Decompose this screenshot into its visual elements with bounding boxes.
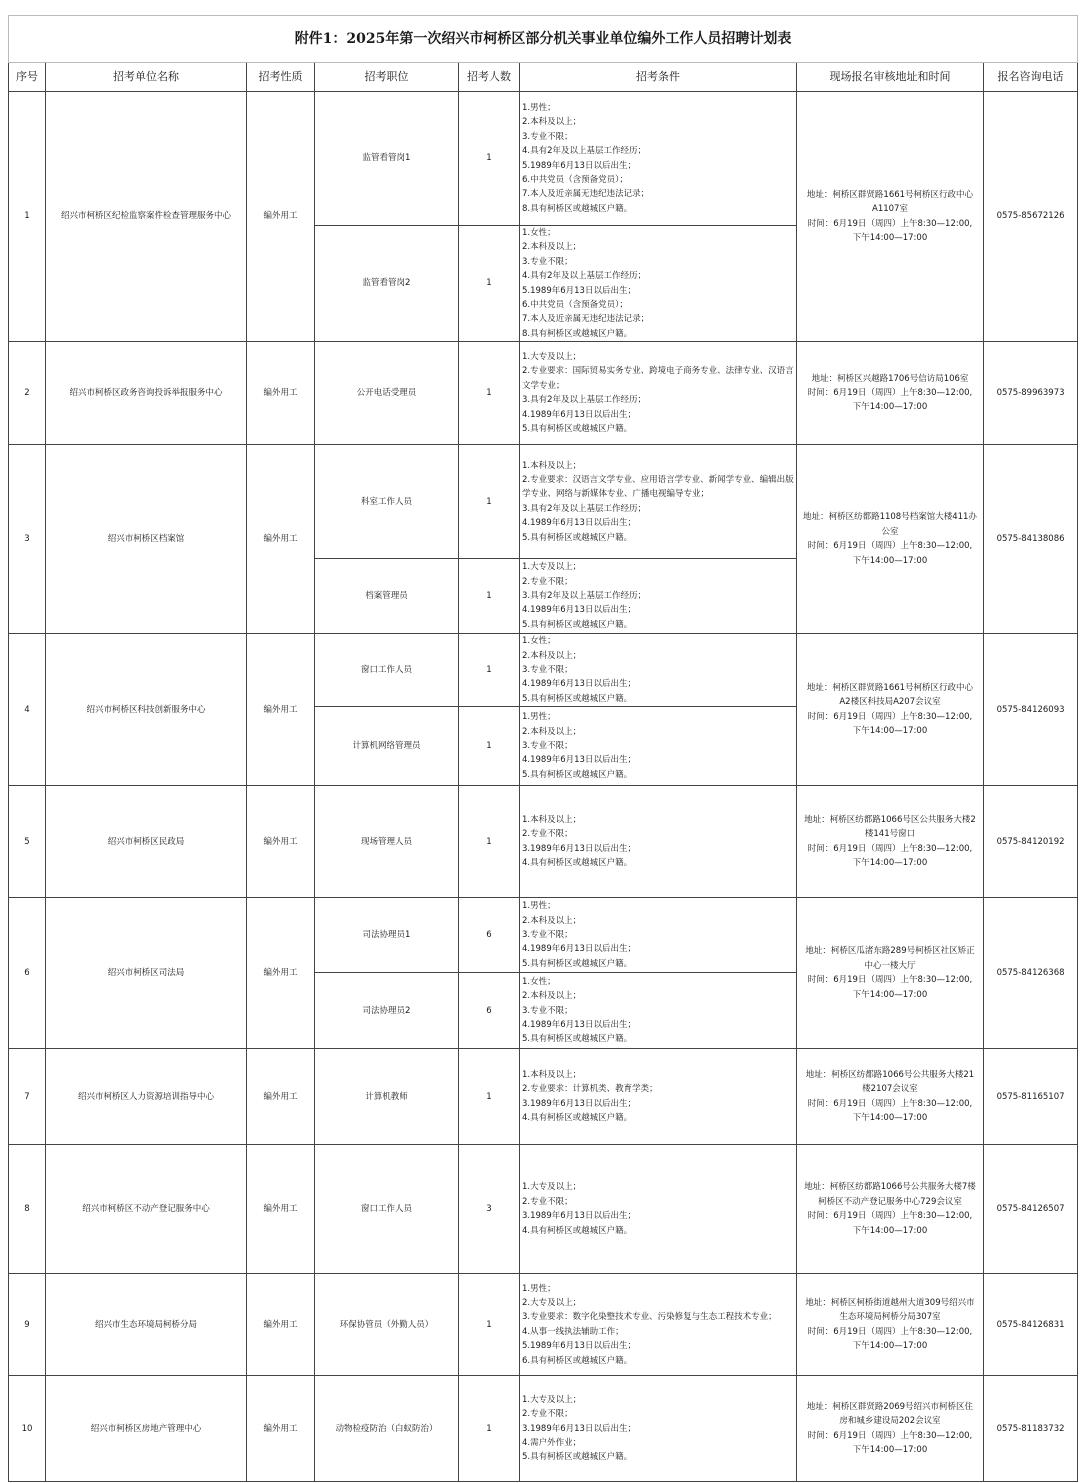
position-conditions: 1.女性； 2.本科及以上； 3.专业不限； 4.1989年6月13日以后出生； 5.具有柯桥区或越城区户籍。	[520, 973, 797, 1049]
col-header-nature: 招考性质	[247, 63, 315, 92]
position-title: 计算机网络管理员	[315, 707, 459, 786]
header-row	[9, 63, 1078, 92]
col-header-position: 招考职位	[315, 63, 459, 92]
contact-phone: 0575-84126831	[984, 1274, 1078, 1376]
recruit-nature: 编外用工	[247, 92, 315, 342]
registration-address-time: 地址：柯桥区柯桥街道越州大道309号绍兴市 生态环境局柯桥分局307室 时间：6月19日（周四）上午8:30—12:00, 下午14:00—17:00	[797, 1274, 984, 1376]
position-count: 1	[459, 342, 520, 445]
position-conditions: 1.男性； 2.本科及以上； 3.专业不限； 4.1989年6月13日以后出生； 5.具有柯桥区或越城区户籍。	[520, 707, 797, 786]
contact-phone: 0575-85672126	[984, 92, 1078, 342]
table-row	[9, 898, 1078, 973]
position-conditions: 1.男性； 2.本科及以上； 3.专业不限； 4.具有2年及以上基层工作经历； 5.1989年6月13日以后出生； 6.中共党员（含预备党员）； 7.本人及近亲属无违纪违法记录； 8.具有柯桥区或越城区户籍。	[520, 92, 797, 226]
table-row	[9, 1145, 1078, 1274]
position-conditions: 1.本科及以上； 2.专业要求：计算机类、教育学类； 3.1989年6月13日以后出生； 4.具有柯桥区或越城区户籍。	[520, 1049, 797, 1145]
table-body	[9, 92, 1078, 1482]
unit-number: 10	[9, 1376, 46, 1482]
table-row	[9, 1376, 1078, 1482]
contact-phone: 0575-89963973	[984, 342, 1078, 445]
contact-phone: 0575-84126368	[984, 898, 1078, 1049]
contact-phone: 0575-84126093	[984, 634, 1078, 786]
position-conditions: 1.本科及以上； 2.专业不限； 3.1989年6月13日以后出生； 4.具有柯桥区或越城区户籍。	[520, 786, 797, 898]
position-title: 监管看管岗1	[315, 92, 459, 226]
position-count: 1	[459, 92, 520, 226]
registration-address-time: 地址：柯桥区兴越路1706号信访局106室 时间：6月19日（周四）上午8:30—12:00, 下午14:00—17:00	[797, 342, 984, 445]
position-title: 司法协理员1	[315, 898, 459, 973]
page-title: 附件1：2025年第一次绍兴市柯桥区部分机关事业单位编外工作人员招聘计划表	[9, 16, 1078, 63]
recruit-nature: 编外用工	[247, 898, 315, 1049]
contact-phone: 0575-81165107	[984, 1049, 1078, 1145]
position-count: 1	[459, 1376, 520, 1482]
position-conditions: 1.女性； 2.本科及以上； 3.专业不限； 4.1989年6月13日以后出生； 5.具有柯桥区或越城区户籍。	[520, 634, 797, 707]
recruit-nature: 编外用工	[247, 1376, 315, 1482]
table-row	[9, 1274, 1078, 1376]
col-header-phone: 报名咨询电话	[984, 63, 1078, 92]
unit-number: 1	[9, 92, 46, 342]
recruit-nature: 编外用工	[247, 445, 315, 634]
position-title: 司法协理员2	[315, 973, 459, 1049]
contact-phone: 0575-84120192	[984, 786, 1078, 898]
position-conditions: 1.男性； 2.大专及以上； 3.专业要求：数字化染整技术专业、污染修复与生态工程技术专业； 4.从事一线执法辅助工作； 5.1989年6月13日以后出生； 6.具有柯桥区或越城区户籍。	[520, 1274, 797, 1376]
position-title: 科室工作人员	[315, 445, 459, 559]
position-conditions: 1.本科及以上； 2.专业要求：汉语言文学专业、应用语言学专业、新闻学专业、编辑出版学专业、网络与新媒体专业、广播电视编导专业； 3.具有2年及以上基层工作经历； 4.1989年6月13日以后出生； 5.具有柯桥区或越城区户籍。	[520, 445, 797, 559]
unit-number: 6	[9, 898, 46, 1049]
position-conditions: 1.大专及以上； 2.专业不限； 3.1989年6月13日以后出生； 4.具有柯桥区或越城区户籍。	[520, 1145, 797, 1274]
col-header-no: 序号	[9, 63, 46, 92]
unit-name: 绍兴市柯桥区人力资源培训指导中心	[46, 1049, 247, 1145]
unit-name: 绍兴市柯桥区民政局	[46, 786, 247, 898]
position-title: 监管看管岗2	[315, 226, 459, 342]
unit-number: 7	[9, 1049, 46, 1145]
position-title: 环保协管员（外勤人员）	[315, 1274, 459, 1376]
position-title: 动物检疫防治（白蚁防治）	[315, 1376, 459, 1482]
unit-name: 绍兴市柯桥区纪检监察案件检查管理服务中心	[46, 92, 247, 342]
position-conditions: 1.女性； 2.本科及以上； 3.专业不限； 4.具有2年及以上基层工作经历； 5.1989年6月13日以后出生； 6.中共党员（含预备党员）； 7.本人及近亲属无违纪违法记录； 8.具有柯桥区或越城区户籍。	[520, 226, 797, 342]
position-count: 1	[459, 786, 520, 898]
unit-name: 绍兴市柯桥区档案馆	[46, 445, 247, 634]
unit-number: 3	[9, 445, 46, 634]
position-title: 计算机教师	[315, 1049, 459, 1145]
registration-address-time: 地址：柯桥区群贤路2069号绍兴市柯桥区住 房和城乡建设局202会议室 时间：6月19日（周四）上午8:30—12:00, 下午14:00—17:00	[797, 1376, 984, 1482]
position-conditions: 1.男性； 2.本科及以上； 3.专业不限； 4.1989年6月13日以后出生； 5.具有柯桥区或越城区户籍。	[520, 898, 797, 973]
registration-address-time: 地址：柯桥区纺都路1066号区公共服务大楼2 楼141号窗口 时间：6月19日（周四）上午8:30—12:00, 下午14:00—17:00	[797, 786, 984, 898]
col-header-unit: 招考单位名称	[46, 63, 247, 92]
unit-name: 绍兴市柯桥区政务咨询投诉举报服务中心	[46, 342, 247, 445]
registration-address-time: 地址：柯桥区纺都路1066号公共服务大楼7楼 柯桥区不动产登记服务中心729会议室 时间：6月19日（周四）上午8:30—12:00, 下午14:00—17:00	[797, 1145, 984, 1274]
unit-name: 绍兴市生态环境局柯桥分局	[46, 1274, 247, 1376]
position-count: 3	[459, 1145, 520, 1274]
unit-number: 8	[9, 1145, 46, 1274]
unit-name: 绍兴市柯桥区不动产登记服务中心	[46, 1145, 247, 1274]
table-row	[9, 786, 1078, 898]
recruitment-table	[8, 15, 1078, 1482]
unit-number: 4	[9, 634, 46, 786]
position-count: 1	[459, 559, 520, 634]
registration-address-time: 地址：柯桥区群贤路1661号柯桥区行政中心 A2楼区科技局A207会议室 时间：6月19日（周四）上午8:30—12:00, 下午14:00—17:00	[797, 634, 984, 786]
table-row	[9, 445, 1078, 559]
contact-phone: 0575-81183732	[984, 1376, 1078, 1482]
unit-name: 绍兴市柯桥区司法局	[46, 898, 247, 1049]
table-row	[9, 92, 1078, 226]
unit-number: 5	[9, 786, 46, 898]
position-conditions: 1.大专及以上； 2.专业不限； 3.具有2年及以上基层工作经历； 4.1989年6月13日以后出生； 5.具有柯桥区或越城区户籍。	[520, 559, 797, 634]
position-count: 6	[459, 973, 520, 1049]
table-row	[9, 1049, 1078, 1145]
recruit-nature: 编外用工	[247, 634, 315, 786]
position-count: 1	[459, 1274, 520, 1376]
position-count: 1	[459, 226, 520, 342]
position-count: 6	[459, 898, 520, 973]
position-count: 1	[459, 634, 520, 707]
recruit-nature: 编外用工	[247, 1049, 315, 1145]
registration-address-time: 地址：柯桥区群贤路1661号柯桥区行政中心 A1107室 时间：6月19日（周四）上午8:30—12:00, 下午14:00—17:00	[797, 92, 984, 342]
position-conditions: 1.大专及以上； 2.专业不限； 3.1989年6月13日以后出生； 4.需户外作业； 5.具有柯桥区或越城区户籍。	[520, 1376, 797, 1482]
contact-phone: 0575-84138086	[984, 445, 1078, 634]
recruit-nature: 编外用工	[247, 1274, 315, 1376]
table-row	[9, 342, 1078, 445]
recruit-nature: 编外用工	[247, 342, 315, 445]
table-row	[9, 634, 1078, 707]
unit-name: 绍兴市柯桥区房地产管理中心	[46, 1376, 247, 1482]
position-title: 档案管理员	[315, 559, 459, 634]
position-title: 窗口工作人员	[315, 1145, 459, 1274]
unit-number: 9	[9, 1274, 46, 1376]
unit-number: 2	[9, 342, 46, 445]
position-count: 1	[459, 707, 520, 786]
col-header-address: 现场报名审核地址和时间	[797, 63, 984, 92]
recruit-nature: 编外用工	[247, 786, 315, 898]
position-title: 公开电话受理员	[315, 342, 459, 445]
registration-address-time: 地址：柯桥区纺都路1066号公共服务大楼21 楼2107会议室 时间：6月19日（周四）上午8:30—12:00, 下午14:00—17:00	[797, 1049, 984, 1145]
position-count: 1	[459, 1049, 520, 1145]
position-title: 窗口工作人员	[315, 634, 459, 707]
recruitment-table-sheet	[8, 15, 1077, 1482]
col-header-conditions: 招考条件	[520, 63, 797, 92]
registration-address-time: 地址：柯桥区瓜渚东路289号柯桥区社区矫正 中心一楼大厅 时间：6月19日（周四）上午8:30—12:00, 下午14:00—17:00	[797, 898, 984, 1049]
position-conditions: 1.大专及以上； 2.专业要求：国际贸易实务专业、跨境电子商务专业、法律专业、汉语言文学专业； 3.具有2年及以上基层工作经历； 4.1989年6月13日以后出生； 5.具有柯桥区或越城区户籍。	[520, 342, 797, 445]
position-count: 1	[459, 445, 520, 559]
recruit-nature: 编外用工	[247, 1145, 315, 1274]
unit-name: 绍兴市柯桥区科技创新服务中心	[46, 634, 247, 786]
contact-phone: 0575-84126507	[984, 1145, 1078, 1274]
col-header-count: 招考人数	[459, 63, 520, 92]
registration-address-time: 地址：柯桥区纺都路1108号档案馆大楼411办 公室 时间：6月19日（周四）上午8:30—12:00, 下午14:00—17:00	[797, 445, 984, 634]
position-title: 现场管理人员	[315, 786, 459, 898]
